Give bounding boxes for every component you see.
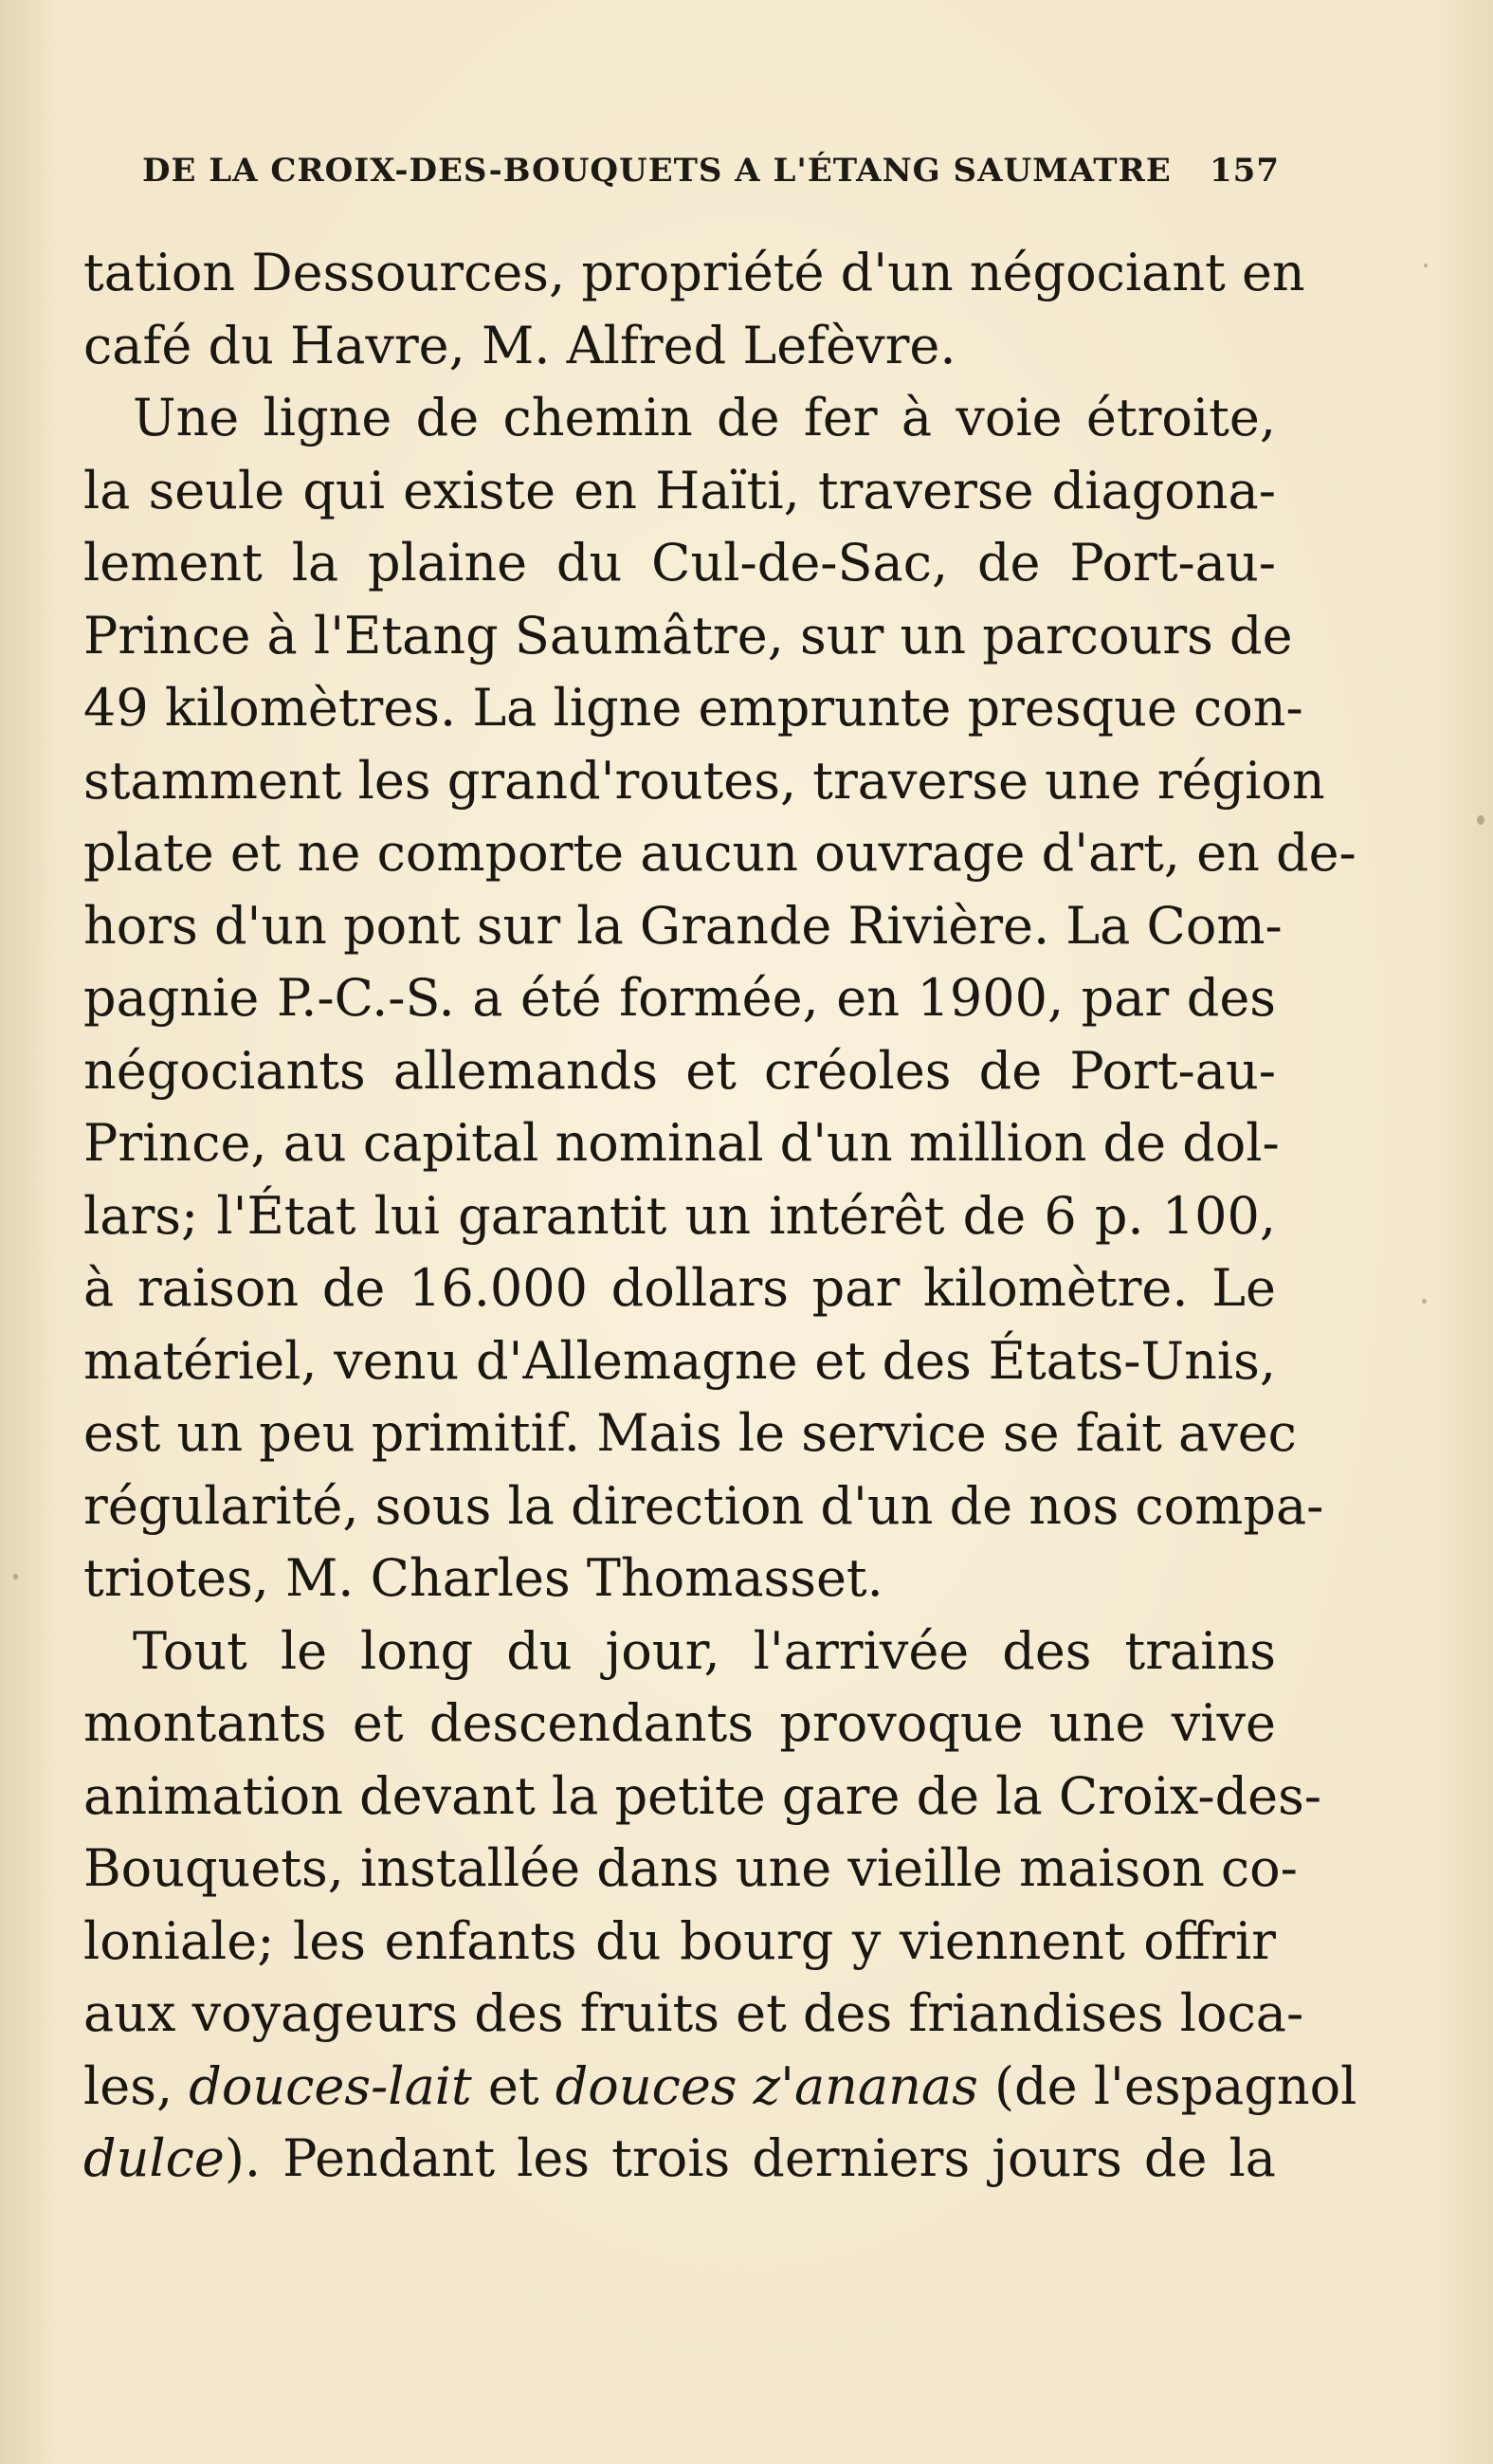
text-line-italic-terms [83, 2051, 1357, 2124]
page-number: 157 [1210, 152, 1280, 190]
text-line: Tout le long du jour, l'arrivée des trains [133, 1620, 1276, 1681]
text-line: 49 kilomètres. La ligne emprunte presque con- [83, 678, 1303, 738]
text-line-italic-term [83, 2123, 1276, 2196]
text-line: à raison de 16.000 dollars par kilomètre. Le [83, 1258, 1276, 1318]
text-line: est un peu primitif. Mais le service se fait avec [83, 1403, 1297, 1463]
text-line: triotes, M. Charles Thomasset. [83, 1548, 883, 1608]
text-line: pagnie P.-C.-S. a été formée, en 1900, par des [83, 968, 1276, 1028]
text-line: plate et ne comporte aucun ouvrage d'art, en de- [83, 823, 1356, 883]
text-line: aux voyageurs des fruits et des friandises loca- [83, 1983, 1304, 2043]
text-line: montants et descendants provoque une vive [83, 1693, 1276, 1753]
text-line: matériel, venu d'Allemagne et des États-Unis, [83, 1330, 1276, 1391]
text-line: lars; l'État lui garantit un intérêt de 6 p. 100, [83, 1185, 1276, 1246]
text-segment: ). Pendant les trois derniers jours de la [224, 2128, 1276, 2188]
italic-term: douces-lait [189, 2055, 472, 2116]
text-line: tation Dessources, propriété d'un négociant en [83, 243, 1305, 302]
text-line: Prince à l'Etang Saumâtre, sur un parcours de [83, 605, 1293, 666]
text-segment: (de l'espagnol [977, 2055, 1357, 2116]
paper-speck [1424, 264, 1428, 267]
text-line: régularité, sous la direction d'un de nos compa- [83, 1475, 1324, 1536]
italic-term: douces z'ananas [555, 2055, 978, 2116]
italic-term: dulce [83, 2128, 225, 2188]
running-title: DE LA CROIX-DES-BOUQUETS A L'ÉTANG SAUMATRE [142, 152, 1172, 190]
paper-speck [1422, 1299, 1427, 1304]
page-header [142, 152, 1280, 199]
text-line: lement la plaine du Cul-de-Sac, de Port-au- [83, 533, 1276, 593]
text-line: loniale; les enfants du bourg y viennent offrir [83, 1910, 1276, 1971]
text-line: Bouquets, installée dans une vieille maison co- [83, 1838, 1298, 1898]
text-segment: les, [83, 2055, 190, 2116]
text-segment: et [471, 2055, 555, 2116]
text-line: stamment les grand'routes, traverse une région [83, 750, 1325, 811]
text-line: Prince, au capital nominal d'un million de dol- [83, 1113, 1280, 1173]
text-line: la seule qui existe en Haïti, traverse diagona- [83, 460, 1276, 520]
body-text [83, 237, 1357, 2196]
text-line: café du Havre, M. Alfred Lefèvre. [83, 315, 956, 375]
text-line: animation devant la petite gare de la Croix-des- [83, 1765, 1322, 1826]
text-line: Une ligne de chemin de fer à voie étroite, [133, 388, 1276, 447]
paper-speck [1477, 815, 1484, 825]
paper-speck [13, 1574, 18, 1579]
text-line: hors d'un pont sur la Grande Rivière. La Com- [83, 895, 1283, 956]
text-line: négociants allemands et créoles de Port-au- [83, 1040, 1276, 1101]
